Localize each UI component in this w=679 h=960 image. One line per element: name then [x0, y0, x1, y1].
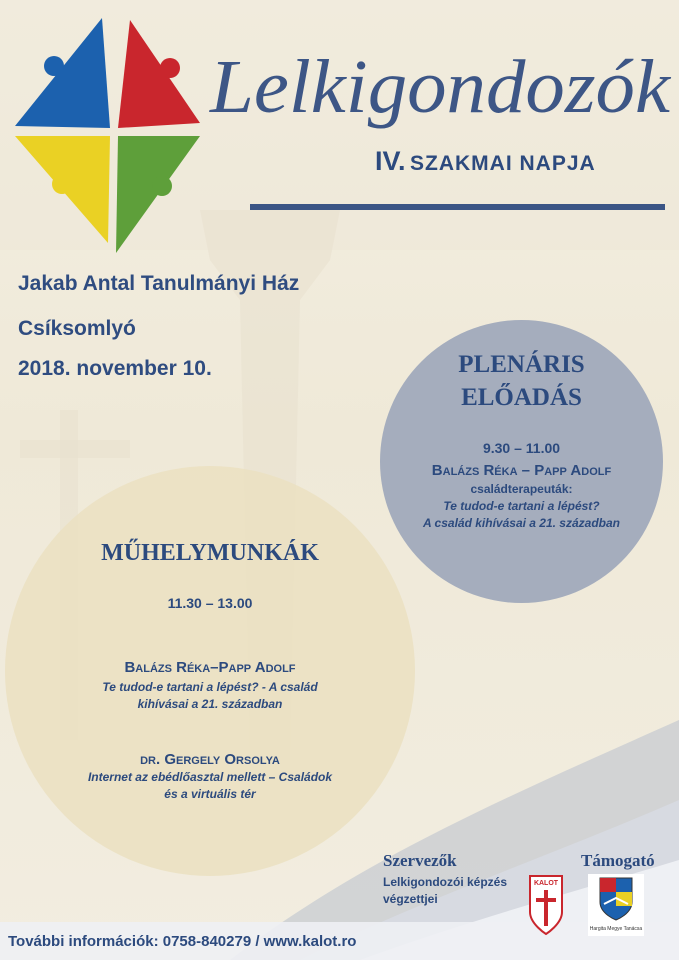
plenary-speakers: Balázs Réka – Papp Adolf — [431, 462, 612, 479]
venue-name: Jakab Antal Tanulmányi Ház — [18, 272, 300, 295]
subtitle — [375, 146, 596, 177]
logo-red-petal — [118, 20, 200, 128]
plenary-topic-line1: Te tudod-e tartani a lépést? — [443, 499, 600, 513]
logo-blue-dot — [44, 56, 64, 76]
workshop1-topic-line2: kihívásai a 21. században — [137, 697, 283, 711]
logo-yellow-dot — [52, 174, 72, 194]
plenary-time: 9.30 – 11.00 — [482, 440, 561, 456]
title-wordmark — [205, 30, 675, 140]
venue-location: Csíksomlyó — [18, 317, 136, 340]
kalot-logo-text: KALOT — [533, 880, 559, 887]
plenary-role: családterapeuták: — [470, 482, 573, 496]
workshops-time: 11.30 – 13.00 — [167, 595, 253, 611]
plenary-heading-line1: PLENÁRIS — [458, 351, 585, 378]
plenary-heading — [380, 348, 663, 414]
logo-red-dot — [160, 58, 180, 78]
subtitle-number: IV. — [375, 146, 406, 176]
event-date: 2018. november 10. — [18, 357, 212, 380]
workshop1-speakers: Balázs Réka–Papp Adolf — [124, 659, 296, 676]
workshop2-topic-line1: Internet az ebédlőasztal mellett – Családok — [87, 770, 333, 784]
plenary-heading-line2: ELŐADÁS — [461, 384, 582, 411]
logo-green-dot — [152, 176, 172, 196]
organizers-text-line1: Lelkigondozói képzés — [383, 875, 508, 889]
cross-logo — [10, 8, 210, 258]
workshop1-topic-line1: Te tudod-e tartani a lépést? - A család — [102, 680, 318, 694]
organizers-label: Szervezők — [383, 851, 457, 870]
sponsor-logo — [588, 874, 644, 936]
title-rule — [250, 204, 665, 210]
subtitle-text: SZAKMAI NAPJA — [410, 152, 596, 175]
page-title: Lelkigondozók — [208, 45, 672, 129]
plenary-topic-line2: A család kihívásai a 21. században — [423, 516, 620, 530]
footer-contact: További információk: 0758-840279 / www.kalot.ro — [8, 933, 357, 950]
organizers-text-line2: végzettjei — [383, 892, 438, 906]
kalot-shield-icon — [528, 874, 564, 936]
sponsor-logo-caption: Hargita Megye Tanácsa — [589, 926, 643, 932]
workshops-heading: MŰHELYMUNKÁK — [101, 540, 319, 566]
sponsor-label: Támogató — [581, 851, 655, 870]
workshop2-speaker: dr. Gergely Orsolya — [140, 751, 280, 768]
logo-blue-petal — [15, 18, 110, 128]
workshop2-topic-line2: és a virtuális tér — [164, 787, 256, 801]
county-coat-of-arms-icon — [588, 874, 644, 924]
